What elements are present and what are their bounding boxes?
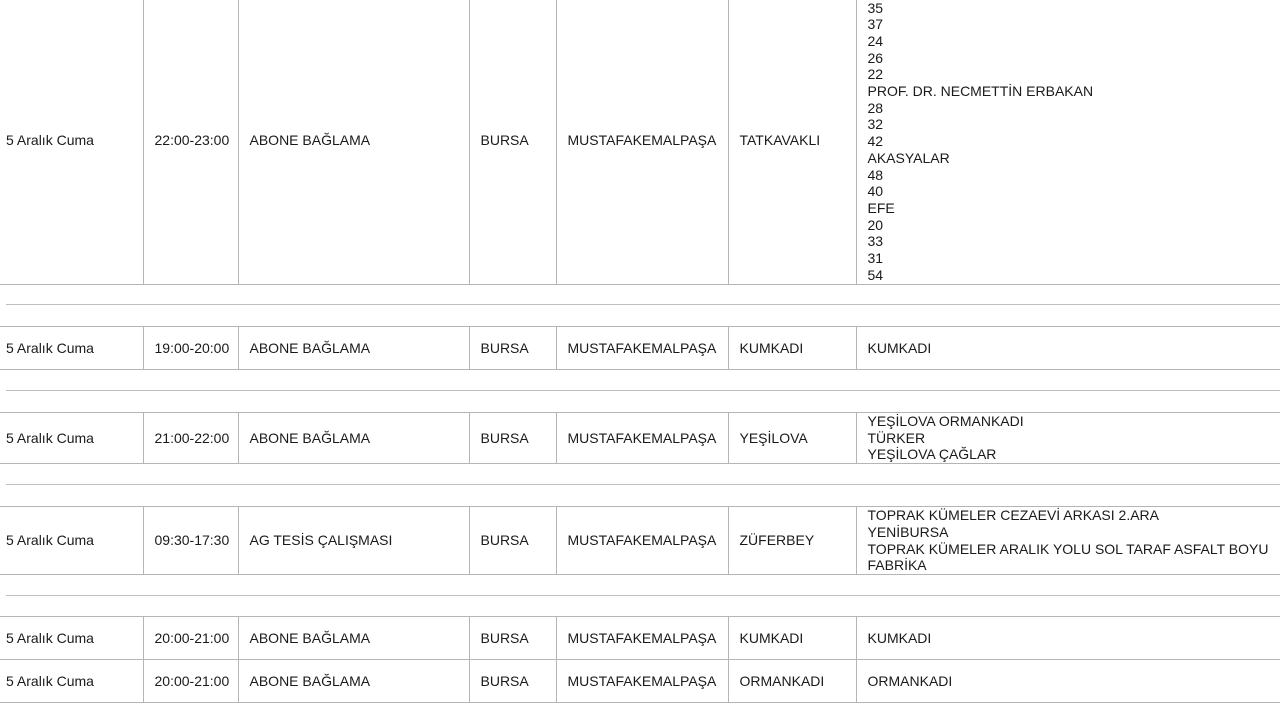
time-cell: 19:00-20:00: [143, 327, 238, 370]
street-item: 28: [867, 99, 884, 116]
neighborhood-cell: ZÜFERBEY: [728, 507, 856, 575]
streets-cell: [856, 0, 1280, 284]
street-item: KUMKADI: [867, 339, 932, 356]
reason-cell: ABONE BAĞLAMA: [238, 413, 469, 464]
street-item: 26: [867, 49, 884, 66]
street-item: YENİBURSA: [867, 523, 949, 540]
neighborhood-cell: TATKAVAKLI: [728, 0, 856, 284]
district-cell: MUSTAFAKEMALPAŞA: [556, 413, 728, 464]
street-item: 35: [867, 0, 884, 16]
street-item: 33: [867, 233, 884, 250]
street-item: 48: [867, 166, 884, 183]
outage-table-2: [0, 326, 1280, 370]
neighborhood-cell: YEŞİLOVA: [728, 413, 856, 464]
street-item: TOPRAK KÜMELER CEZAEVİ ARKASI 2.ARA: [867, 507, 1159, 524]
city-cell: BURSA: [469, 507, 556, 575]
city-cell: BURSA: [469, 413, 556, 464]
street-item: TOPRAK KÜMELER ARALIK YOLU SOL TARAF ASFALT BOYU: [867, 540, 1269, 557]
date-cell: 5 Aralık Cuma: [0, 413, 143, 464]
street-item: 37: [867, 16, 884, 33]
streets-cell: [856, 413, 1280, 464]
time-cell: 22:00-23:00: [143, 0, 238, 284]
outage-table-3: [0, 412, 1280, 464]
time-cell: 21:00-22:00: [143, 413, 238, 464]
reason-cell: ABONE BAĞLAMA: [238, 0, 469, 284]
street-item: 24: [867, 32, 884, 49]
street-item: 54: [867, 266, 884, 283]
city-cell: BURSA: [469, 660, 556, 703]
table-row: [0, 507, 1280, 575]
street-item: 31: [867, 250, 884, 267]
table-row: [0, 413, 1280, 464]
time-cell: 20:00-21:00: [143, 617, 238, 660]
street-item: ORMANKADI: [867, 672, 953, 689]
streets-cell: [856, 507, 1280, 575]
reason-cell: AG TESİS ÇALIŞMASI: [238, 507, 469, 575]
street-item: KUMKADI: [867, 629, 932, 646]
reason-cell: ABONE BAĞLAMA: [238, 327, 469, 370]
date-cell: 5 Aralık Cuma: [0, 327, 143, 370]
streets-cell: [856, 617, 1280, 660]
divider: [6, 390, 1280, 391]
reason-cell: ABONE BAĞLAMA: [238, 617, 469, 660]
divider: [6, 304, 1280, 305]
district-cell: MUSTAFAKEMALPAŞA: [556, 660, 728, 703]
street-item: 42: [867, 133, 884, 150]
street-item: 40: [867, 183, 884, 200]
table-row: [0, 327, 1280, 370]
divider: [6, 484, 1280, 485]
street-item: FABRİKA: [867, 557, 927, 574]
district-cell: MUSTAFAKEMALPAŞA: [556, 617, 728, 660]
outage-table-1: [0, 0, 1280, 285]
outage-table-4: [0, 506, 1280, 575]
street-item: TÜRKER: [867, 429, 926, 446]
streets-cell: [856, 327, 1280, 370]
street-item: 32: [867, 116, 884, 133]
date-cell: 5 Aralık Cuma: [0, 507, 143, 575]
time-cell: 20:00-21:00: [143, 660, 238, 703]
reason-cell: ABONE BAĞLAMA: [238, 660, 469, 703]
date-cell: 5 Aralık Cuma: [0, 660, 143, 703]
city-cell: BURSA: [469, 617, 556, 660]
district-cell: MUSTAFAKEMALPAŞA: [556, 327, 728, 370]
street-item: YEŞİLOVA ORMANKADI: [867, 413, 1024, 429]
street-item: EFE: [867, 199, 895, 216]
outage-table-5: [0, 616, 1280, 703]
street-item: AKASYALAR: [867, 149, 950, 166]
street-item: PROF. DR. NECMETTİN ERBAKAN: [867, 83, 1094, 100]
neighborhood-cell: KUMKADI: [728, 327, 856, 370]
neighborhood-cell: ORMANKADI: [728, 660, 856, 703]
district-cell: MUSTAFAKEMALPAŞA: [556, 507, 728, 575]
street-item: 22: [867, 66, 884, 83]
table-row: [0, 0, 1280, 284]
street-item: 20: [867, 216, 884, 233]
streets-cell: [856, 660, 1280, 703]
date-cell: 5 Aralık Cuma: [0, 617, 143, 660]
district-cell: MUSTAFAKEMALPAŞA: [556, 0, 728, 284]
divider: [6, 595, 1280, 596]
table-row: [0, 617, 1280, 660]
city-cell: BURSA: [469, 327, 556, 370]
date-cell: 5 Aralık Cuma: [0, 0, 143, 284]
time-cell: 09:30-17:30: [143, 507, 238, 575]
table-row: [0, 660, 1280, 703]
street-item: YEŞİLOVA ÇAĞLAR: [867, 446, 997, 463]
city-cell: BURSA: [469, 0, 556, 284]
neighborhood-cell: KUMKADI: [728, 617, 856, 660]
